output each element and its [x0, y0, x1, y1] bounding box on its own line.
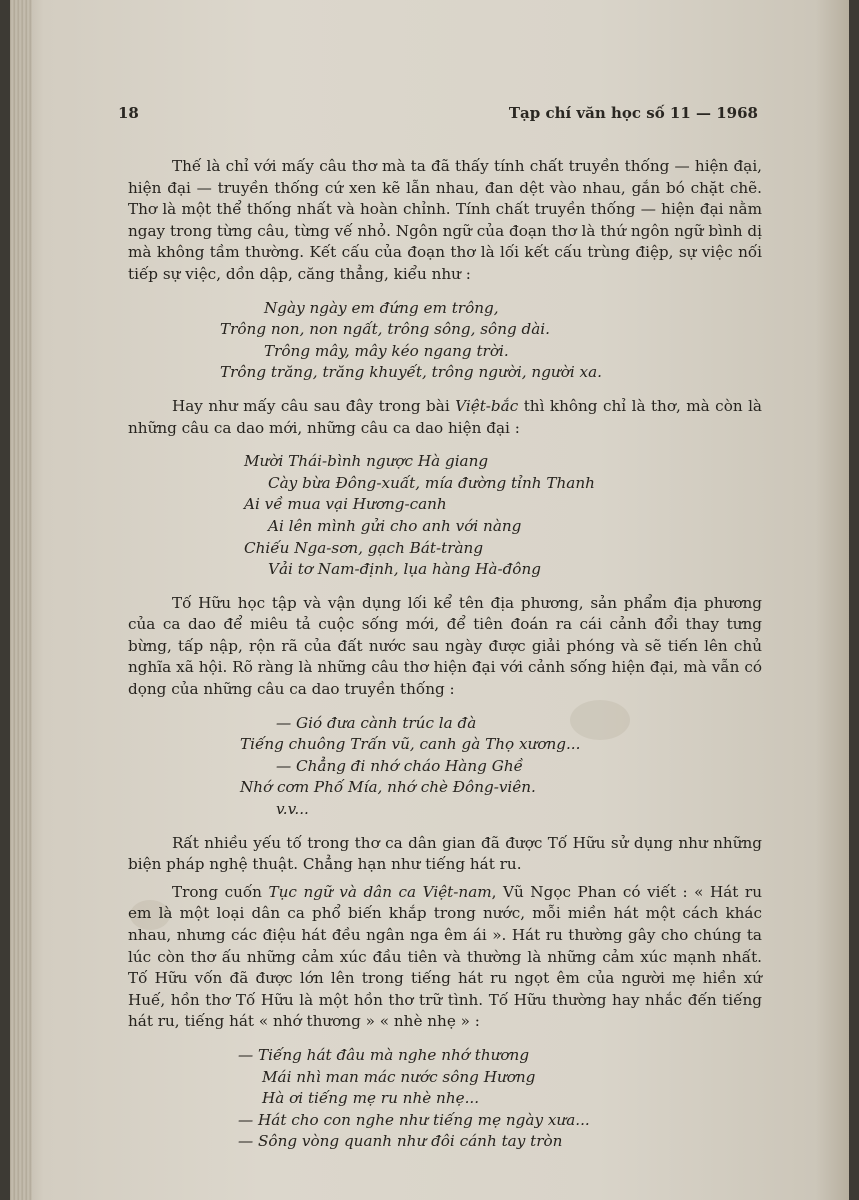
journal-title: Tạp chí văn học số 11 — 1968 — [508, 104, 758, 122]
poem-line: — Sông vòng quanh như đôi cánh tay tròn — [238, 1132, 563, 1151]
page-number: 18 — [118, 104, 139, 122]
paragraph-5-text: , Vũ Ngọc Phan có viết : « Hát ru em là một loại dân ca phổ biến khắp trong nước, mỗi miền hát một cách khác nhau, nhưng các điệu hát đều ngân nga êm ái ». Hát ru thường gây cho chúng ta lúc còn thơ ấu những cảm xúc đầu tiên và thường là những cảm xúc mạnh nhất. Tố Hữu vốn đã được lớn lên trong tiếng hát ru ngọt êm của người mẹ hiền xứ Huế, hồn thơ Tố Hữu là một hồn thơ trữ tình. Tố Hữu thường hay nhắc đến tiếng hát ru, tiếng hát « nhớ thương » « nhè nhẹ » : — [128, 882, 762, 1031]
paragraph-1: Thế là chỉ với mấy câu thơ mà ta đã thấy tính chất truyền thống — hiện đại, hiện đại — truyền thống cứ xen kẽ lẫn nhau, đan dệt vào nhau, gắn bó chặt chẽ. Thơ là một thể thống nhất và hoàn chỉnh. Tính chất truyền thống — hiện đại nằm ngay trong từng câu, từng vế nhỏ. Ngôn ngữ của đoạn thơ là thứ ngôn ngữ bình dị mà không tầm thường. Kết cấu của đoạn thơ là lối kết cấu trùng điệp, sự việc nối tiếp sự việc, dồn dập, căng thẳng, kiểu như : — [128, 157, 762, 283]
poem-line: — Chẳng đi nhớ cháo Hàng Ghề — [276, 756, 523, 775]
poem-line: — Gió đưa cành trúc la đà — [276, 713, 477, 732]
poem-2 — [128, 451, 762, 581]
poem-1 — [128, 298, 762, 384]
poem-line: Mười Thái-bình ngược Hà giang — [244, 452, 489, 471]
paragraph-5 — [128, 882, 762, 1033]
poem-line: v.v... — [276, 800, 309, 819]
article-body — [128, 156, 762, 1153]
poem-4 — [128, 1045, 762, 1153]
paragraph-2-text: Hay như mấy câu sau đây trong bài Việt-bắc thì không chỉ là thơ, mà còn là những câu ca dao mới, những câu ca dao hiện đại : — [128, 396, 762, 437]
poem-line: Vải tơ Nam-định, lụa hàng Hà-đông — [268, 560, 541, 579]
poem-line: Trông mây, mây kéo ngang trời. — [264, 341, 509, 360]
poem-line: — Tiếng hát đâu mà nghe nhớ thương — [238, 1045, 530, 1064]
poem-line: Chiếu Nga-sơn, gạch Bát-tràng — [244, 538, 484, 557]
poem-line: Trông non, non ngất, trông sông, sông dài. — [220, 320, 550, 339]
page-stack-edge — [10, 0, 32, 1200]
poem-line: Tiếng chuông Trấn vũ, canh gà Thọ xương... — [240, 735, 581, 754]
poem-title: Việt-bắc — [455, 396, 519, 415]
poem-line: Ai lên mình gửi cho anh với nàng — [268, 516, 522, 535]
poem-line: Mái nhì man mác nước sông Hương — [262, 1067, 536, 1086]
paragraph-2 — [128, 396, 762, 439]
poem-line: Nhớ cơm Phố Mía, nhớ chè Đông-viên. — [240, 778, 536, 797]
book-page — [10, 0, 849, 1200]
poem-line: Trông trăng, trăng khuyết, trông người, người xa. — [220, 363, 602, 382]
poem-line: Cày bừa Đông-xuất, mía đường tỉnh Thanh — [268, 473, 595, 492]
poem-line: Ngày ngày em đứng em trông, — [264, 298, 499, 317]
poem-3 — [128, 713, 762, 821]
poem-line: Hà ơi tiếng mẹ ru nhè nhẹ... — [262, 1089, 480, 1108]
paragraph-4: Rất nhiều yếu tố trong thơ ca dân gian đã được Tố Hữu sử dụng như những biện pháp nghệ thuật. Chẳng hạn như tiếng hát ru. — [128, 833, 762, 874]
paragraph-5-lead: Trong cuốn — [172, 882, 269, 901]
poem-line: Ai về mua vại Hương-canh — [244, 495, 447, 514]
paragraph-3: Tố Hữu học tập và vận dụng lối kể tên địa phương, sản phẩm địa phương của ca dao để miêu tả cuộc sống mới, để tiên đoán ra cái cảnh đổi thay tưng bừng, tấp nập, rộn rã của đất nước sau ngày được giải phóng và sẽ tiến lên chủ nghĩa xã hội. Rõ ràng là những câu thơ hiện đại với cảnh sống hiện đại, mà vẫn có dọng của những câu ca dao truyền thống : — [128, 593, 762, 699]
book-title: Tục ngữ và dân ca Việt-nam — [268, 882, 492, 901]
poem-line: — Hát cho con nghe như tiếng mẹ ngày xưa... — [238, 1110, 590, 1129]
running-header — [118, 104, 758, 126]
